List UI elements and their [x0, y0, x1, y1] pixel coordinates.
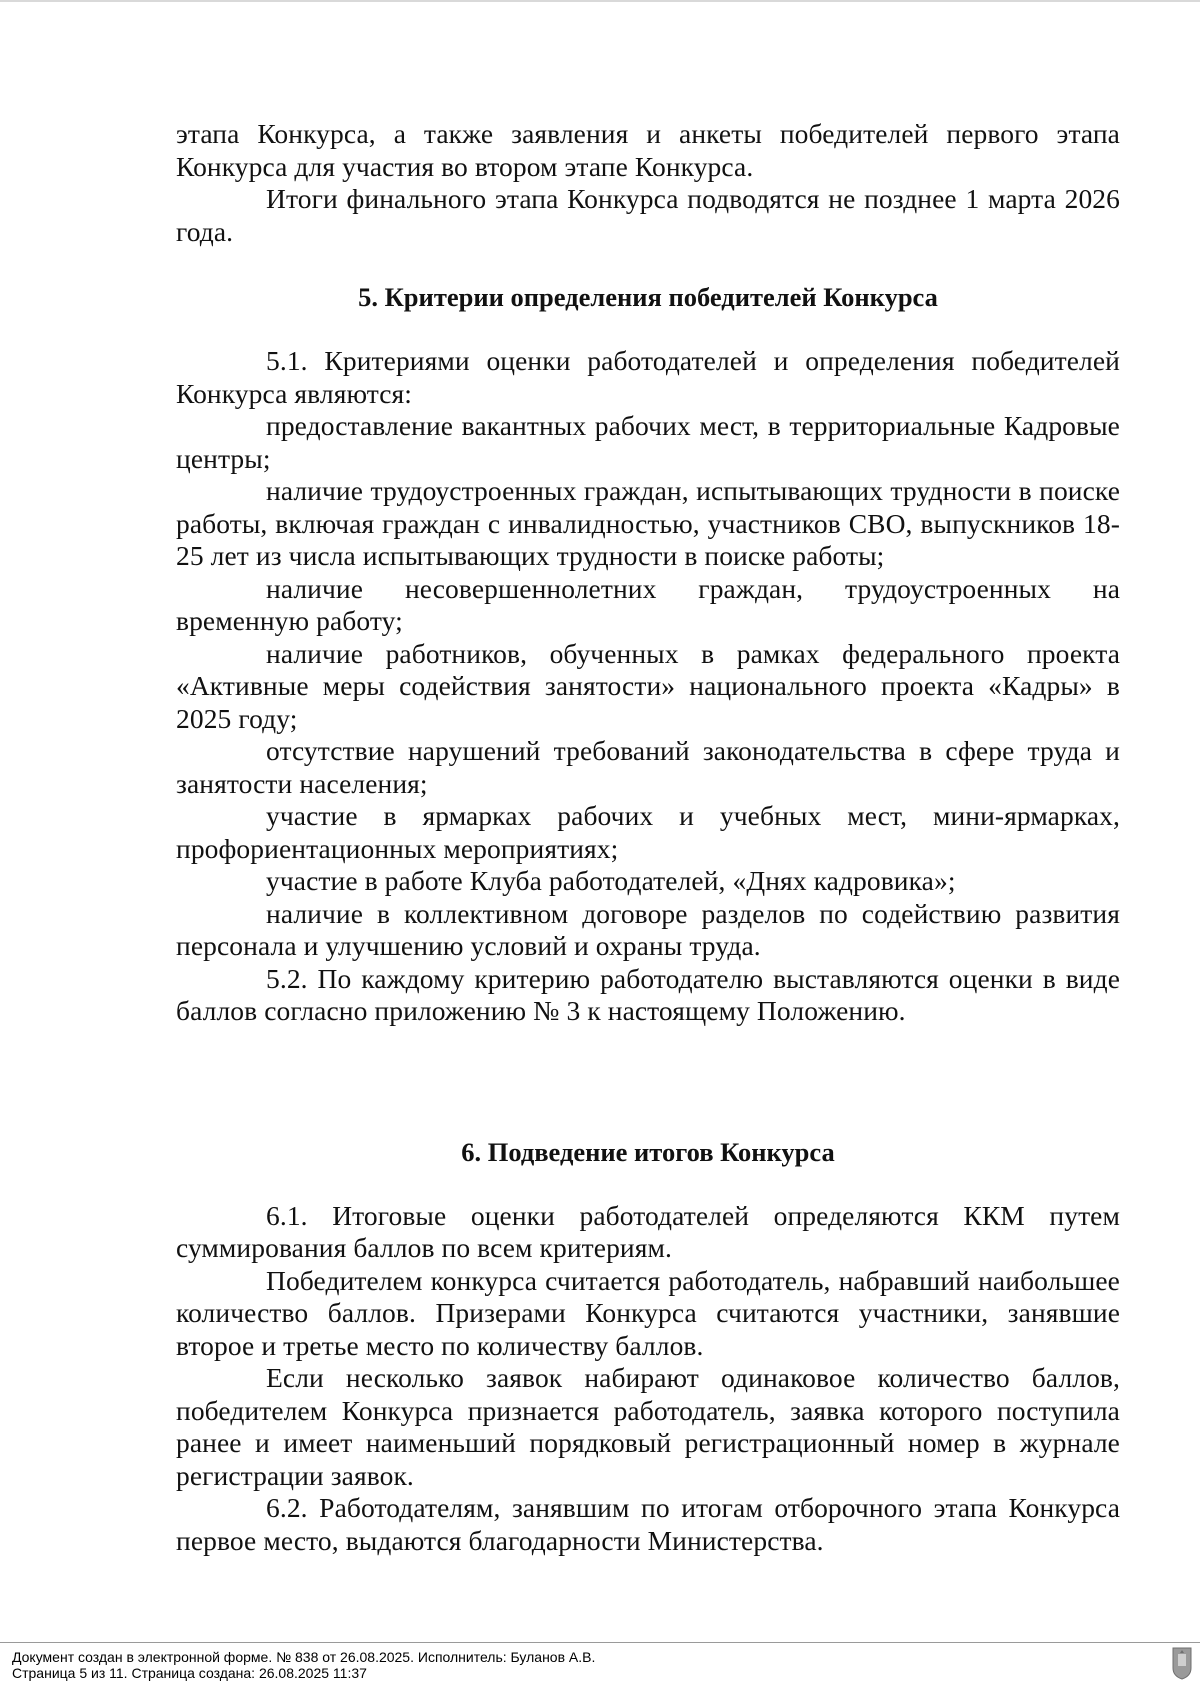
- footer-document-info: Документ создан в электронной форме. № 838 от 26.08.2025. Исполнитель: Буланов А.В.: [12, 1649, 596, 1665]
- footer-page-info: Страница 5 из 11. Страница создана: 26.08.2025 11:37: [12, 1665, 367, 1681]
- criterion-job-fairs: участие в ярмарках рабочих и учебных мест, мини-ярмарках, профориентационных мероприятиях;: [176, 800, 1120, 864]
- scan-edge-divider: [0, 0, 1200, 2]
- paragraph-tie-break: Если несколько заявок набирают одинаковое количество баллов, победителем Конкурса признается работодатель, заявка которого поступила ранее и имеет наименьший порядковый регистрационный номер в журнале регистрации заявок.: [176, 1362, 1120, 1491]
- criterion-employed-citizens: наличие трудоустроенных граждан, испытывающих трудности в поиске работы, включая граждан с инвалидностью, участников СВО, выпускников 18-25 лет из числа испытывающих трудности в поиске работы;: [176, 475, 1120, 571]
- section-5-title: 5. Критерии определения победителей Конкурса: [358, 282, 938, 312]
- paragraph-6-2: 6.2. Работодателям, занявшим по итогам отборочного этапа Конкурса первое место, выдаются благодарности Министерства.: [176, 1492, 1120, 1556]
- paragraph-5-1: 5.1. Критериями оценки работодателей и определения победителей Конкурса являются:: [176, 345, 1120, 409]
- criterion-trained-workers: наличие работников, обученных в рамках федерального проекта «Активные меры содействия занятости» национального проекта «Кадры» в 2025 году;: [176, 637, 1120, 734]
- paragraph-final-results-date: Итоги финального этапа Конкурса подводятся не позднее 1 марта 2026 года.: [176, 183, 1120, 247]
- coat-of-arms-icon: [1170, 1646, 1194, 1680]
- paragraph-continuation: этапа Конкурса, а также заявления и анкеты победителей первого этапа Конкурса для участия во втором этапе Конкурса.: [176, 118, 1120, 182]
- criterion-vacancies: предоставление вакантных рабочих мест, в территориальные Кадровые центры;: [176, 410, 1120, 474]
- criterion-collective-agreement: наличие в коллективном договоре разделов по содействию развития персонала и улучшению условий и охраны труда.: [176, 897, 1120, 961]
- paragraph-5-2: 5.2. По каждому критерию работодателю выставляются оценки в виде баллов согласно приложению № 3 к настоящему Положению.: [176, 962, 1120, 1026]
- section-6-title: 6. Подведение итогов Конкурса: [461, 1136, 835, 1167]
- paragraph-winner: Победителем конкурса считается работодатель, набравший наибольшее количество баллов. Призерами Конкурса считаются участники, занявшие второе и третье место по количеству баллов.: [176, 1264, 1120, 1361]
- document-body: [176, 118, 1120, 1557]
- paragraph-6-1: 6.1. Итоговые оценки работодателей определяются ККМ путем суммирования баллов по всем критериям.: [176, 1199, 1120, 1263]
- criterion-minors: наличие несовершеннолетних граждан, трудоустроенных на временную работу;: [176, 572, 1120, 636]
- document-footer: [0, 1642, 1200, 1699]
- criterion-employers-club: участие в работе Клуба работодателей, «Днях кадровика»;: [266, 865, 956, 896]
- criterion-no-violations: отсутствие нарушений требований законодательства в сфере труда и занятости населения;: [176, 735, 1120, 799]
